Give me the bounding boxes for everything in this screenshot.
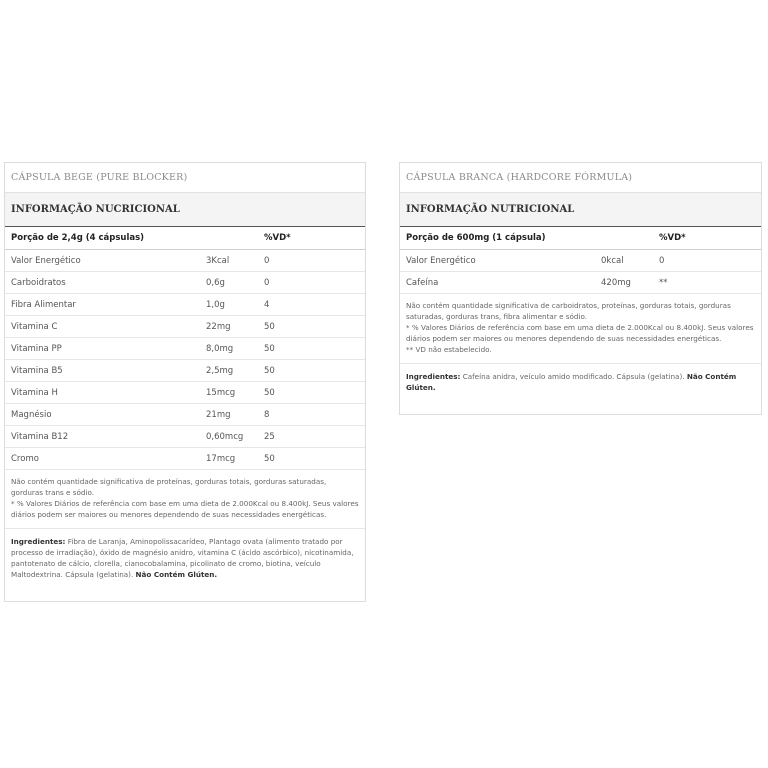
nutrient-amount: 21mg bbox=[200, 404, 258, 426]
nutrient-name: Magnésio bbox=[5, 404, 200, 426]
nutrient-name: Vitamina H bbox=[5, 382, 200, 404]
table-row bbox=[5, 382, 365, 404]
note-line: * % Valores Diários de referência com base em uma dieta de 2.000Kcal ou 8.400kJ. Seus valores diários podem ser maiores ou menores dependendo de suas necessidades energéticas. bbox=[406, 323, 754, 343]
pure-blocker-panel bbox=[4, 162, 366, 602]
nutrient-vd: 50 bbox=[258, 338, 365, 360]
table-row bbox=[5, 426, 365, 448]
nutrient-amount: 17mcg bbox=[200, 448, 258, 470]
nutrition-info-header: INFORMAÇÃO NUTRICIONAL bbox=[400, 193, 761, 227]
nutrient-vd: 50 bbox=[258, 316, 365, 338]
nutrient-name: Vitamina C bbox=[5, 316, 200, 338]
nutrient-vd: 50 bbox=[258, 382, 365, 404]
nutrient-amount: 420mg bbox=[595, 272, 653, 294]
panel-title: CÁPSULA BRANCA (HARDCORE FÓRMULA) bbox=[400, 163, 761, 193]
nutrient-name: Vitamina B12 bbox=[5, 426, 200, 448]
nutrient-vd: 0 bbox=[258, 250, 365, 272]
ingredients bbox=[5, 529, 365, 580]
nutrient-amount: 3Kcal bbox=[200, 250, 258, 272]
nutrient-name: Carboidratos bbox=[5, 272, 200, 294]
nutrient-amount: 0,6g bbox=[200, 272, 258, 294]
nutrient-name: Valor Energético bbox=[5, 250, 200, 272]
vd-header: %VD* bbox=[258, 227, 365, 250]
nutrient-name: Vitamina PP bbox=[5, 338, 200, 360]
hardcore-formula-panel bbox=[399, 162, 762, 415]
nutrition-info-header: INFORMAÇÃO NUCRICIONAL bbox=[5, 193, 365, 227]
nutrient-vd: 0 bbox=[258, 272, 365, 294]
table-row bbox=[5, 250, 365, 272]
table-row bbox=[5, 404, 365, 426]
table-row bbox=[5, 294, 365, 316]
nutrition-table bbox=[400, 227, 761, 294]
nutrient-vd: 0 bbox=[653, 250, 761, 272]
vd-header: %VD* bbox=[653, 227, 761, 250]
portion-label: Porção de 600mg (1 cápsula) bbox=[400, 227, 595, 250]
ingredients-text: Fibra de Laranja, Aminopolissacarídeo, Plantago ovata (alimento tratado por processo de irradiação), óxido de magnésio anidro, vitamina C (ácido ascórbico), nicotinamida, pantotenato de cálcio, clorella, cianocobalamina, picolinato de cromo, biotina, veículo Maltodextrina. Cápsula (gelatina). bbox=[11, 537, 354, 579]
ingredients-text: Cafeína anidra, veículo amido modificado. Cápsula (gelatina). bbox=[460, 372, 687, 381]
table-header-row bbox=[400, 227, 761, 250]
note-line: ** VD não estabelecido. bbox=[406, 345, 492, 354]
nutrient-amount: 0kcal bbox=[595, 250, 653, 272]
table-row bbox=[400, 272, 761, 294]
nutrient-name: Valor Energético bbox=[400, 250, 595, 272]
nutrient-vd: 25 bbox=[258, 426, 365, 448]
nutrient-amount: 1,0g bbox=[200, 294, 258, 316]
gluten-free-note: Não Contém Glúten. bbox=[406, 372, 737, 392]
table-row bbox=[5, 316, 365, 338]
ingredients-label: Ingredientes: bbox=[11, 537, 66, 546]
table-row bbox=[400, 250, 761, 272]
gluten-free-note: Não Contém Glúten. bbox=[135, 570, 218, 579]
table-row bbox=[5, 448, 365, 470]
nutrient-amount: 2,5mg bbox=[200, 360, 258, 382]
panel-title: CÁPSULA BEGE (PURE BLOCKER) bbox=[5, 163, 365, 193]
nutrient-name: Cromo bbox=[5, 448, 200, 470]
nutrition-notes bbox=[400, 294, 761, 364]
nutrient-amount: 15mcg bbox=[200, 382, 258, 404]
nutrient-amount: 0,60mcg bbox=[200, 426, 258, 448]
portion-label: Porção de 2,4g (4 cápsulas) bbox=[5, 227, 200, 250]
nutrient-name: Vitamina B5 bbox=[5, 360, 200, 382]
note-line: Não contém quantidade significativa de carboidratos, proteínas, gorduras totais, gorduras saturadas, gorduras trans, fibra alimentar e sódio. bbox=[406, 301, 731, 321]
table-header-row bbox=[5, 227, 365, 250]
nutrient-amount: 8,0mg bbox=[200, 338, 258, 360]
table-row bbox=[5, 272, 365, 294]
ingredients-label: Ingredientes: bbox=[406, 372, 461, 381]
nutrient-name: Fibra Alimentar bbox=[5, 294, 200, 316]
nutrient-vd: 50 bbox=[258, 360, 365, 382]
nutrition-notes bbox=[5, 470, 365, 529]
ingredients bbox=[400, 364, 761, 393]
nutrient-amount: 22mg bbox=[200, 316, 258, 338]
amount-header bbox=[595, 227, 653, 250]
nutrient-vd: 4 bbox=[258, 294, 365, 316]
nutrient-vd: 8 bbox=[258, 404, 365, 426]
note-line: Não contém quantidade significativa de proteínas, gorduras totais, gorduras saturadas, gorduras trans e sódio. bbox=[11, 477, 327, 497]
amount-header bbox=[200, 227, 258, 250]
nutrient-vd: 50 bbox=[258, 448, 365, 470]
table-row bbox=[5, 360, 365, 382]
table-row bbox=[5, 338, 365, 360]
nutrition-table bbox=[5, 227, 365, 470]
nutrient-name: Cafeína bbox=[400, 272, 595, 294]
nutrient-vd: ** bbox=[653, 272, 761, 294]
note-line: * % Valores Diários de referência com base em uma dieta de 2.000Kcal ou 8.400kJ. Seus valores diários podem ser maiores ou menores dependendo de suas necessidades energéticas. bbox=[11, 499, 359, 519]
